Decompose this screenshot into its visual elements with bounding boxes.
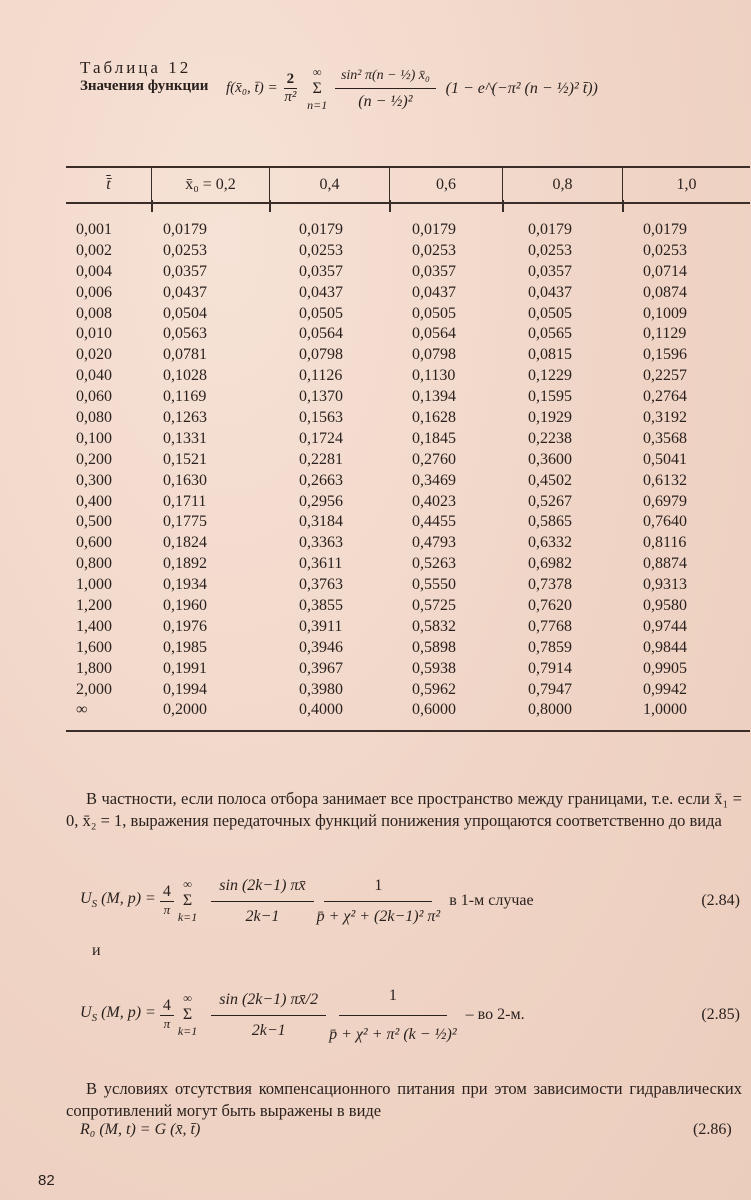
cell-value: 0,0357 bbox=[299, 262, 343, 280]
cell-value: 0,0179 bbox=[299, 221, 343, 238]
cell-value: 0,0357 bbox=[528, 262, 572, 280]
cell-value: 0,1976 bbox=[163, 617, 207, 635]
cell-value: 0,9744 bbox=[643, 617, 687, 635]
cell-t: ∞ bbox=[76, 701, 88, 719]
cell-value: 0,0874 bbox=[643, 283, 687, 301]
table-row bbox=[66, 262, 750, 283]
cell-value: 0,1521 bbox=[163, 450, 207, 468]
cell-value: 0,3469 bbox=[412, 471, 456, 489]
page-number: 82 bbox=[38, 1172, 55, 1189]
cell-value: 0,1630 bbox=[163, 471, 207, 489]
sum-symbol: ∞ Σ n=1 bbox=[307, 64, 328, 113]
formula-main-fraction: $\frac{\text{sin² π(n − ½) x̄₀}}{\text{(n − ½)²}}$ bbox=[335, 62, 436, 115]
data-table bbox=[66, 166, 750, 721]
header-x0-0.6: 0,6 bbox=[389, 168, 502, 202]
cell-t: 0,006 bbox=[76, 283, 112, 301]
table-row bbox=[66, 345, 750, 366]
cell-t: 0,001 bbox=[76, 221, 112, 238]
cell-t: 0,300 bbox=[76, 471, 112, 489]
cell-value: 0,2238 bbox=[528, 429, 572, 447]
equation-number: (2.85) bbox=[701, 1005, 740, 1023]
header-x0-0.8: 0,8 bbox=[502, 168, 622, 202]
table-row bbox=[66, 492, 750, 513]
cell-value: 0,0253 bbox=[163, 241, 207, 259]
cell-t: 0,008 bbox=[76, 304, 112, 322]
cell-value: 0,2764 bbox=[643, 388, 687, 406]
cell-value: 0,1229 bbox=[528, 367, 572, 385]
table-row bbox=[66, 596, 750, 617]
cell-value: 0,0253 bbox=[299, 241, 343, 259]
cell-value: 0,3980 bbox=[299, 680, 343, 698]
cell-t: 0,060 bbox=[76, 388, 112, 406]
cell-value: 0,0253 bbox=[643, 241, 687, 259]
cell-value: 0,9905 bbox=[643, 659, 687, 677]
cell-value: 0,1169 bbox=[163, 388, 207, 406]
cell-value: 0,9844 bbox=[643, 638, 687, 656]
table-row bbox=[66, 617, 750, 638]
cell-value: 0,0179 bbox=[412, 221, 456, 238]
cell-value: 0,1370 bbox=[299, 388, 343, 406]
cell-value: 0,0564 bbox=[412, 325, 456, 343]
cell-value: 0,1824 bbox=[163, 534, 207, 552]
cell-value: 0,5263 bbox=[412, 555, 456, 573]
eq-fraction-2: $\frac{1}{\text{p̄ + χ² + (2k−1)² π²}}$ bbox=[316, 877, 441, 925]
cell-value: 0,1595 bbox=[528, 388, 572, 406]
equation-2-86: R₀ (M, t) = G (x̄, t̄) bbox=[80, 1121, 201, 1138]
cell-value: 0,5832 bbox=[412, 617, 456, 635]
cell-value: 0,0781 bbox=[163, 346, 207, 364]
table-row bbox=[66, 366, 750, 387]
eq-fraction-2: $\frac{1}{\text{p̄ + χ² + π² (k − ½)²}}$ bbox=[329, 987, 457, 1043]
cell-value: 0,1331 bbox=[163, 429, 207, 447]
table-row bbox=[66, 680, 750, 701]
cell-value: 0,1994 bbox=[163, 680, 207, 698]
cell-value: 0,8000 bbox=[528, 701, 572, 719]
cell-value: 0,5962 bbox=[412, 680, 456, 698]
cell-t: 1,400 bbox=[76, 617, 112, 635]
cell-value: 0,1934 bbox=[163, 576, 207, 594]
table-row bbox=[66, 304, 750, 325]
cell-value: 0,0179 bbox=[528, 221, 572, 238]
cell-value: 0,3855 bbox=[299, 597, 343, 615]
cell-value: 0,1028 bbox=[163, 367, 207, 385]
cell-value: 0,7914 bbox=[528, 659, 572, 677]
table-row bbox=[66, 471, 750, 492]
table-row bbox=[66, 429, 750, 450]
cell-value: 0,0815 bbox=[528, 346, 572, 364]
cell-value: 0,0505 bbox=[528, 304, 572, 322]
cell-value: 0,5550 bbox=[412, 576, 456, 594]
table-row bbox=[66, 700, 750, 721]
table-row bbox=[66, 283, 750, 304]
eq-fraction-1: $\frac{\sin (2k-1) \pi x̄/2}{2k-1}$ bbox=[211, 989, 326, 1040]
cell-value: 0,9580 bbox=[643, 597, 687, 615]
cell-value: 0,0437 bbox=[299, 283, 343, 301]
cell-value: 1,0000 bbox=[643, 701, 687, 719]
cell-value: 0,0437 bbox=[163, 283, 207, 301]
cell-value: 0,6132 bbox=[643, 471, 687, 489]
cell-value: 0,6982 bbox=[528, 555, 572, 573]
cell-value: 0,1775 bbox=[163, 513, 207, 531]
cell-t: 0,800 bbox=[76, 555, 112, 573]
cell-t: 0,010 bbox=[76, 325, 112, 343]
eq-fraction-1: $\frac{\sin (2k-1) \pi x̄}{2k-1}$ bbox=[211, 875, 313, 926]
eq-lhs: $U_S$ (M, p) = bbox=[80, 1004, 156, 1025]
table-row bbox=[66, 575, 750, 596]
formula-exponential-term: (1 − e^(−π² (n − ½)² t̄)) bbox=[445, 79, 598, 97]
cell-value: 0,6000 bbox=[412, 701, 456, 719]
equation-number: (2.86) bbox=[693, 1121, 732, 1138]
equation-2-84 bbox=[80, 875, 740, 926]
table-body bbox=[66, 204, 750, 721]
cell-value: 0,0437 bbox=[528, 283, 572, 301]
cell-value: 0,3363 bbox=[299, 534, 343, 552]
cell-t: 0,080 bbox=[76, 409, 112, 427]
cell-value: 0,5041 bbox=[643, 450, 687, 468]
cell-value: 0,0179 bbox=[163, 221, 207, 238]
cell-value: 0,0357 bbox=[412, 262, 456, 280]
cell-value: 0,5898 bbox=[412, 638, 456, 656]
table-header-row bbox=[66, 166, 750, 204]
eq-coefficient: $\frac{4}{\pi}$ bbox=[160, 997, 174, 1032]
cell-t: 0,600 bbox=[76, 534, 112, 552]
table-row bbox=[66, 387, 750, 408]
cell-t: 1,600 bbox=[76, 638, 112, 656]
table-formula bbox=[226, 62, 598, 115]
cell-t: 0,040 bbox=[76, 367, 112, 385]
cell-value: 0,0253 bbox=[412, 241, 456, 259]
table-row bbox=[66, 408, 750, 429]
cell-value: 0,4502 bbox=[528, 471, 572, 489]
cell-value: 0,1394 bbox=[412, 388, 456, 406]
cell-value: 0,0714 bbox=[643, 262, 687, 280]
cell-value: 0,7947 bbox=[528, 680, 572, 698]
cell-value: 0,1960 bbox=[163, 597, 207, 615]
cell-value: 0,1129 bbox=[643, 325, 687, 343]
cell-value: 0,9313 bbox=[643, 576, 687, 594]
eq-coefficient: $\frac{4}{\pi}$ bbox=[160, 883, 174, 918]
cell-value: 0,1263 bbox=[163, 409, 207, 427]
column-divider bbox=[151, 200, 153, 212]
cell-value: 0,4023 bbox=[412, 492, 456, 510]
cell-value: 0,1929 bbox=[528, 409, 572, 427]
table-row bbox=[66, 450, 750, 471]
cell-t: 2,000 bbox=[76, 680, 112, 698]
cell-value: 0,1892 bbox=[163, 555, 207, 573]
cell-t: 0,020 bbox=[76, 346, 112, 364]
table-row bbox=[66, 220, 750, 241]
cell-t: 0,500 bbox=[76, 513, 112, 531]
header-x0-0.4: 0,4 bbox=[269, 168, 389, 202]
cell-t: 0,002 bbox=[76, 241, 112, 259]
column-divider bbox=[389, 200, 391, 212]
table-row bbox=[66, 512, 750, 533]
cell-value: 0,0504 bbox=[163, 304, 207, 322]
cell-t: 0,004 bbox=[76, 262, 112, 280]
equation-number: (2.84) bbox=[701, 891, 740, 909]
cell-value: 0,3946 bbox=[299, 638, 343, 656]
cell-value: 0,0253 bbox=[528, 241, 572, 259]
cell-value: 0,3184 bbox=[299, 513, 343, 531]
cell-value: 0,1130 bbox=[412, 367, 456, 385]
cell-value: 0,1845 bbox=[412, 429, 456, 447]
table-row bbox=[66, 554, 750, 575]
column-divider bbox=[502, 200, 504, 212]
sum-symbol: ∞ Σ k=1 bbox=[177, 990, 198, 1039]
cell-value: 0,3600 bbox=[528, 450, 572, 468]
cell-t: 1,000 bbox=[76, 576, 112, 594]
cell-value: 0,2956 bbox=[299, 492, 343, 510]
equation-2-85 bbox=[80, 985, 740, 1044]
conjunction: и bbox=[92, 942, 101, 959]
cell-value: 0,1991 bbox=[163, 659, 207, 677]
paragraph-2: В условиях отсутствия компенсационного питания при этом зависимости гидравлических сопротивлений могут быть выражены в виде bbox=[66, 1079, 742, 1120]
cell-value: 0,4793 bbox=[412, 534, 456, 552]
table-row bbox=[66, 533, 750, 554]
cell-value: 0,1724 bbox=[299, 429, 343, 447]
column-divider bbox=[269, 200, 271, 212]
cell-value: 0,0565 bbox=[528, 325, 572, 343]
cell-value: 0,7768 bbox=[528, 617, 572, 635]
cell-value: 0,1009 bbox=[643, 304, 687, 322]
formula-coefficient: $\frac{2}{\text{π²}}$ bbox=[284, 71, 297, 105]
cell-value: 0,4000 bbox=[299, 701, 343, 719]
cell-value: 0,9942 bbox=[643, 680, 687, 698]
cell-t: 0,400 bbox=[76, 492, 112, 510]
cell-value: 0,0357 bbox=[163, 262, 207, 280]
cell-value: 0,6979 bbox=[643, 492, 687, 510]
cell-value: 0,1596 bbox=[643, 346, 687, 364]
header-t: t̄ bbox=[106, 176, 111, 193]
cell-value: 0,3192 bbox=[643, 409, 687, 427]
cell-value: 0,0564 bbox=[299, 325, 343, 343]
cell-value: 0,1985 bbox=[163, 638, 207, 656]
eq-note: – во 2-м. bbox=[465, 1005, 525, 1023]
cell-value: 0,0179 bbox=[643, 221, 687, 238]
cell-t: 0,200 bbox=[76, 450, 112, 468]
cell-value: 0,1711 bbox=[163, 492, 207, 510]
cell-value: 0,0563 bbox=[163, 325, 207, 343]
cell-value: 0,7859 bbox=[528, 638, 572, 656]
cell-value: 0,3568 bbox=[643, 429, 687, 447]
cell-value: 0,2281 bbox=[299, 450, 343, 468]
cell-t: 0,100 bbox=[76, 429, 112, 447]
cell-value: 0,3611 bbox=[299, 555, 343, 573]
sum-symbol: ∞ Σ k=1 bbox=[177, 876, 198, 925]
cell-value: 0,4455 bbox=[412, 513, 456, 531]
cell-value: 0,0505 bbox=[299, 304, 343, 322]
cell-value: 0,1628 bbox=[412, 409, 456, 427]
cell-value: 0,3967 bbox=[299, 659, 343, 677]
cell-value: 0,7378 bbox=[528, 576, 572, 594]
table-caption-label: Таблица 12 bbox=[80, 58, 192, 77]
cell-value: 0,0798 bbox=[412, 346, 456, 364]
table-row bbox=[66, 241, 750, 262]
cell-value: 0,0437 bbox=[412, 283, 456, 301]
cell-t: 1,800 bbox=[76, 659, 112, 677]
cell-value: 0,0798 bbox=[299, 346, 343, 364]
cell-value: 0,5725 bbox=[412, 597, 456, 615]
cell-value: 0,2257 bbox=[643, 367, 687, 385]
cell-value: 0,3763 bbox=[299, 576, 343, 594]
cell-value: 0,8874 bbox=[643, 555, 687, 573]
paragraph-1: В частности, если полоса отбора занимает все пространство между границами, т.е. если x̄₁ = 0, x̄₂ = 1, выражения передаточных функций понижения упрощаются соответственно до вида bbox=[66, 789, 742, 830]
cell-value: 0,6332 bbox=[528, 534, 572, 552]
cell-value: 0,7640 bbox=[643, 513, 687, 531]
cell-value: 0,8116 bbox=[643, 534, 687, 552]
cell-value: 0,1563 bbox=[299, 409, 343, 427]
table-row bbox=[66, 324, 750, 345]
cell-value: 0,2663 bbox=[299, 471, 343, 489]
table-caption-title: Значения функции bbox=[80, 78, 209, 94]
header-x0-1.0: 1,0 bbox=[622, 168, 750, 202]
cell-value: 0,0505 bbox=[412, 304, 456, 322]
cell-value: 0,7620 bbox=[528, 597, 572, 615]
cell-value: 0,5865 bbox=[528, 513, 572, 531]
table-row bbox=[66, 638, 750, 659]
column-divider bbox=[622, 200, 624, 212]
header-x0-0.2: x̄₀ = 0,2 bbox=[151, 168, 269, 202]
cell-value: 0,3911 bbox=[299, 617, 343, 635]
cell-value: 0,1126 bbox=[299, 367, 343, 385]
formula-lhs: f(x̄₀, t̄) = bbox=[226, 80, 278, 96]
table-row bbox=[66, 659, 750, 680]
eq-lhs: $U_S$ (M, p) = bbox=[80, 890, 156, 911]
cell-value: 0,2000 bbox=[163, 701, 207, 719]
eq-note: в 1-м случае bbox=[449, 891, 534, 909]
table-bottom-rule bbox=[66, 730, 750, 732]
cell-value: 0,2760 bbox=[412, 450, 456, 468]
cell-value: 0,5938 bbox=[412, 659, 456, 677]
cell-t: 1,200 bbox=[76, 597, 112, 615]
cell-value: 0,5267 bbox=[528, 492, 572, 510]
